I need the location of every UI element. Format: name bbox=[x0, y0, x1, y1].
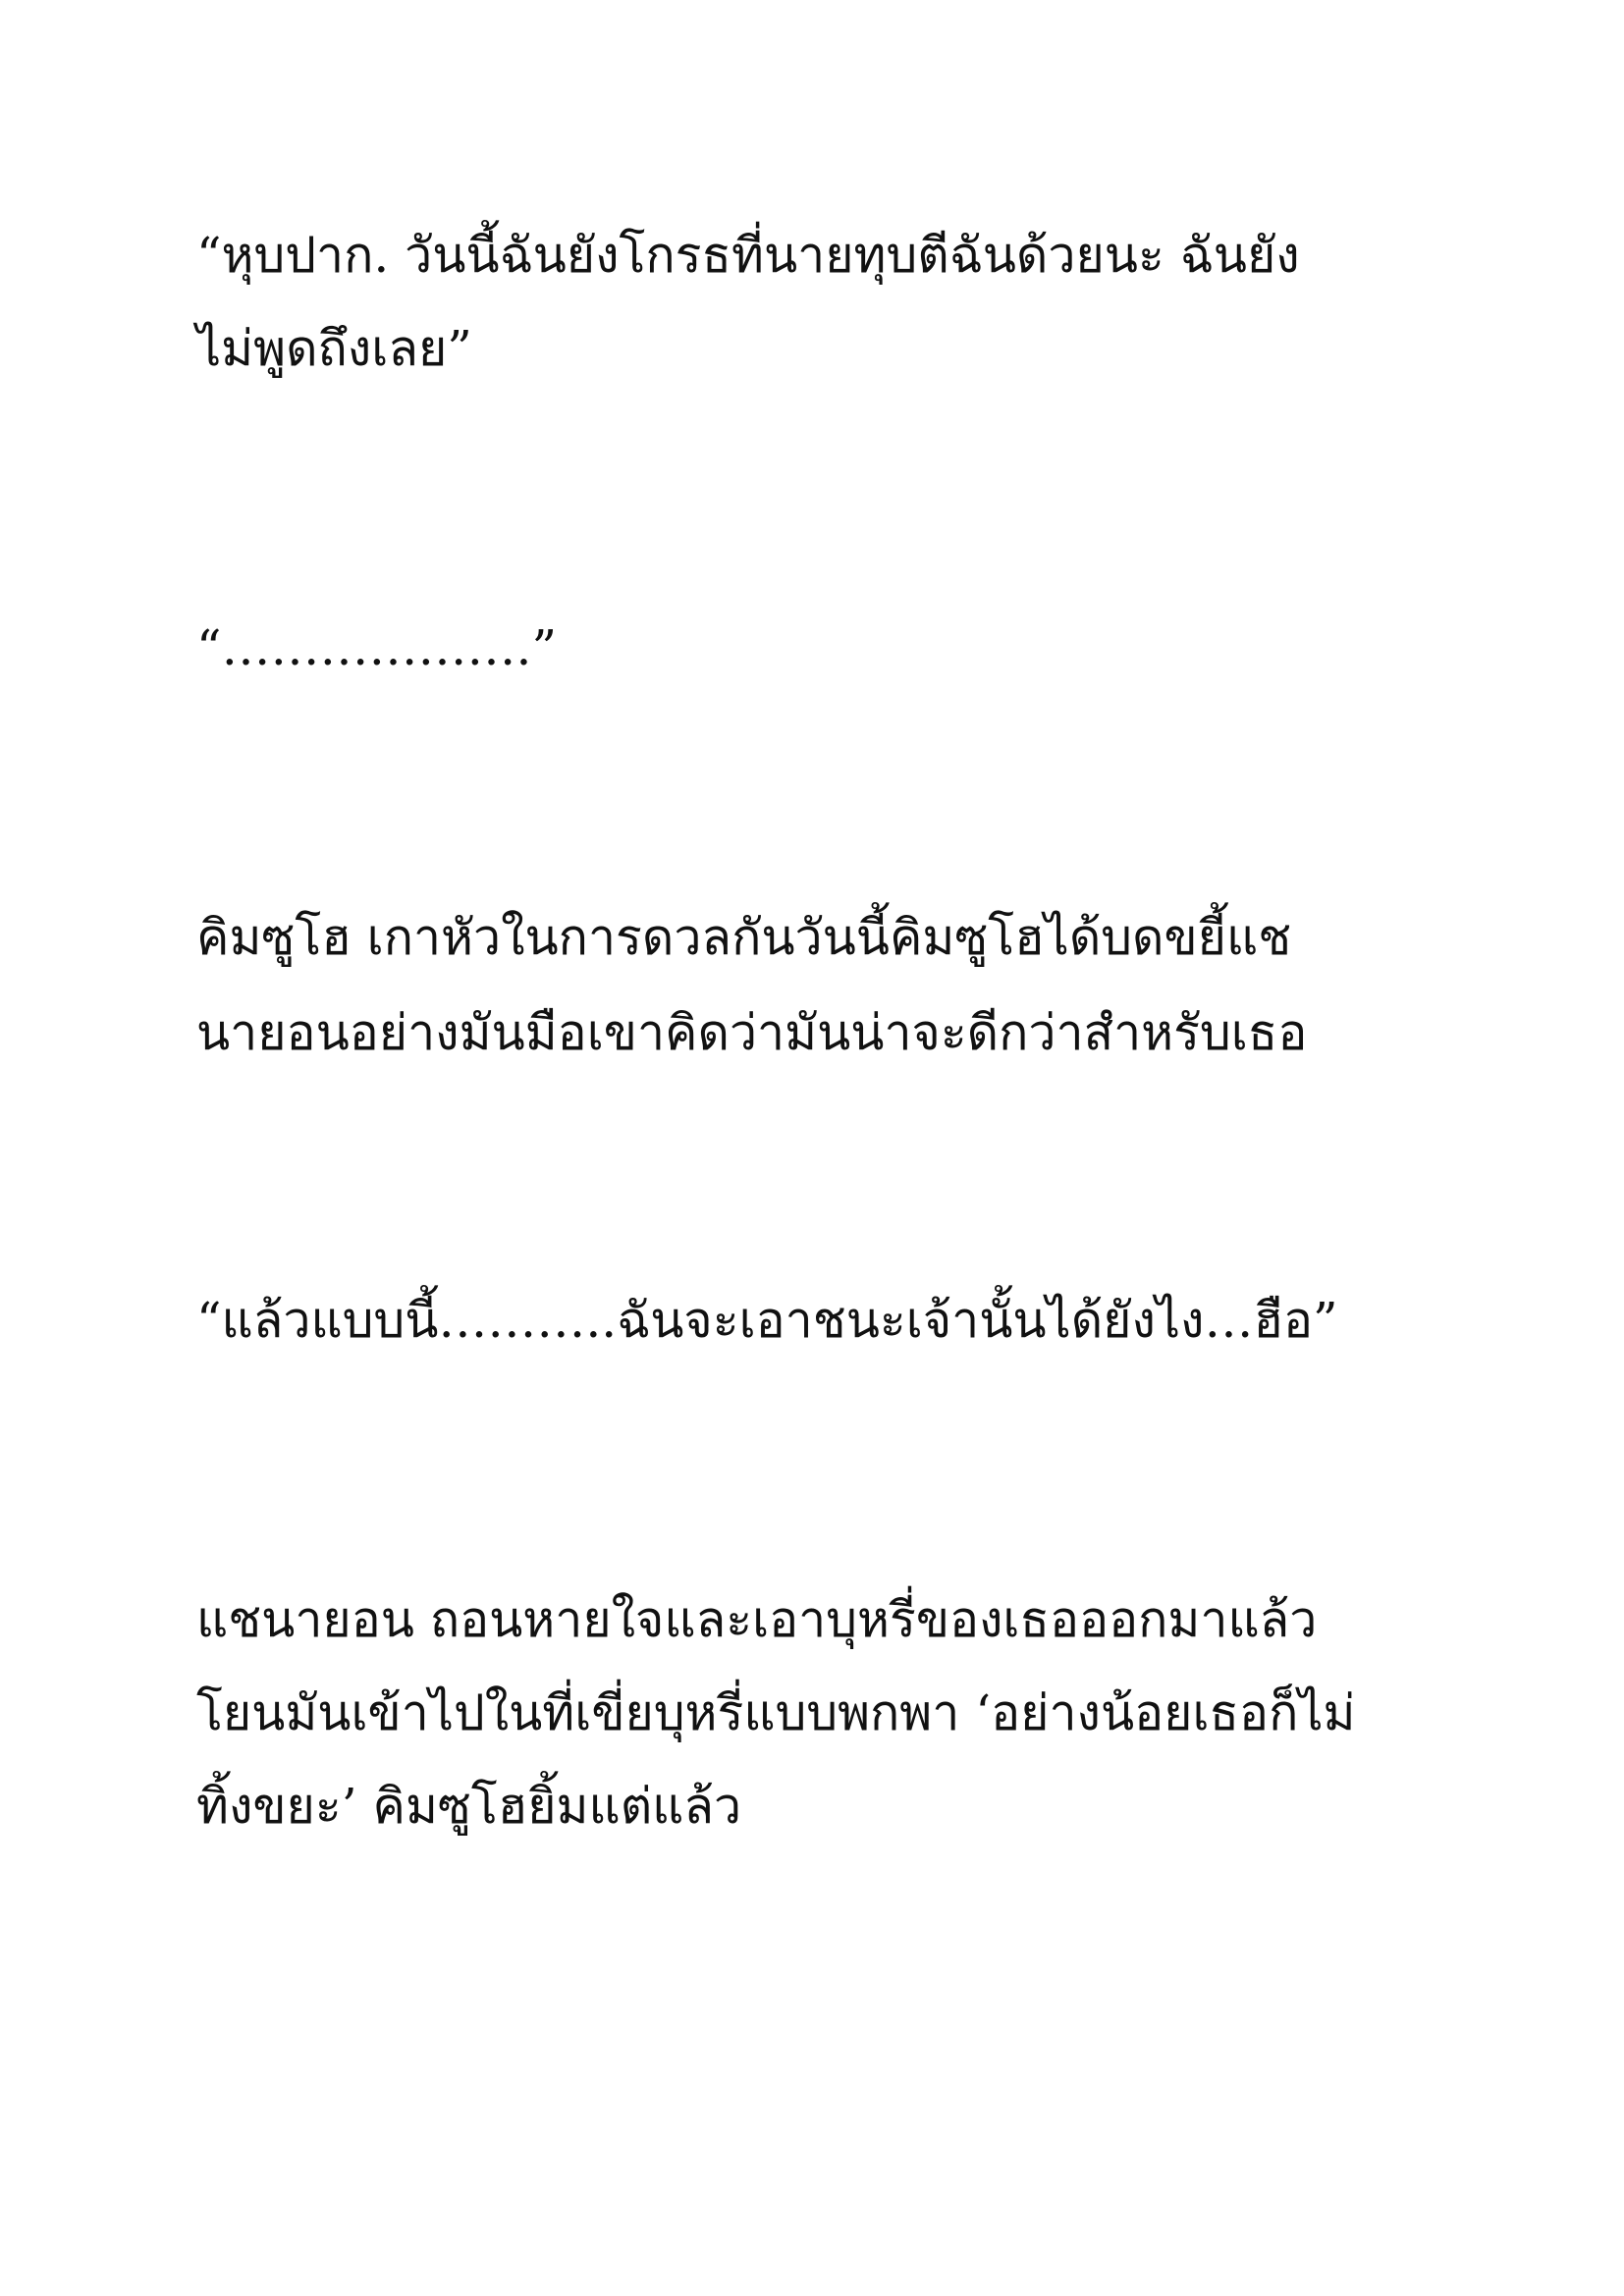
paragraph-5-line-1: แชนายอน ถอนหายใจและเอาบุหรี่ของเธอออกมาแล้ว bbox=[196, 1591, 1318, 1648]
paragraph-5-line-2: โยนมันเข้าไปในที่เขี่ยบุหรี่แบบพกพา ‘อย่างน้อยเธอก็ไม่ bbox=[196, 1684, 1356, 1741]
paragraph-3-line-2: นายอนอย่างมันมือเขาคิดว่ามันน่าจะดีกว่าสำหรับเธอ bbox=[196, 1004, 1308, 1061]
paragraph-2-line-1: “……………….” bbox=[196, 619, 558, 676]
paragraph-3-line-1: คิมซูโฮ เกาหัวในการดวลกันวันนี้คิมซูโฮได้บดขยี้แช bbox=[196, 909, 1292, 966]
paragraph-4-line-1: “แล้วแบบนี้………..ฉันจะเอาชนะเจ้านั้นได้ยังไง…ฮือ” bbox=[196, 1292, 1338, 1349]
paragraph-1-line-1: “หุบปาก. วันนี้ฉันยังโกรธที่นายทุบตีฉันด้วยนะ ฉันยัง bbox=[196, 227, 1300, 284]
paragraph-1-line-2: ไม่พูดถึงเลย” bbox=[196, 320, 472, 377]
paragraph-5-line-3: ทิ้งขยะ’ คิมซูโฮยิ้มแต่แล้ว bbox=[196, 1778, 742, 1835]
